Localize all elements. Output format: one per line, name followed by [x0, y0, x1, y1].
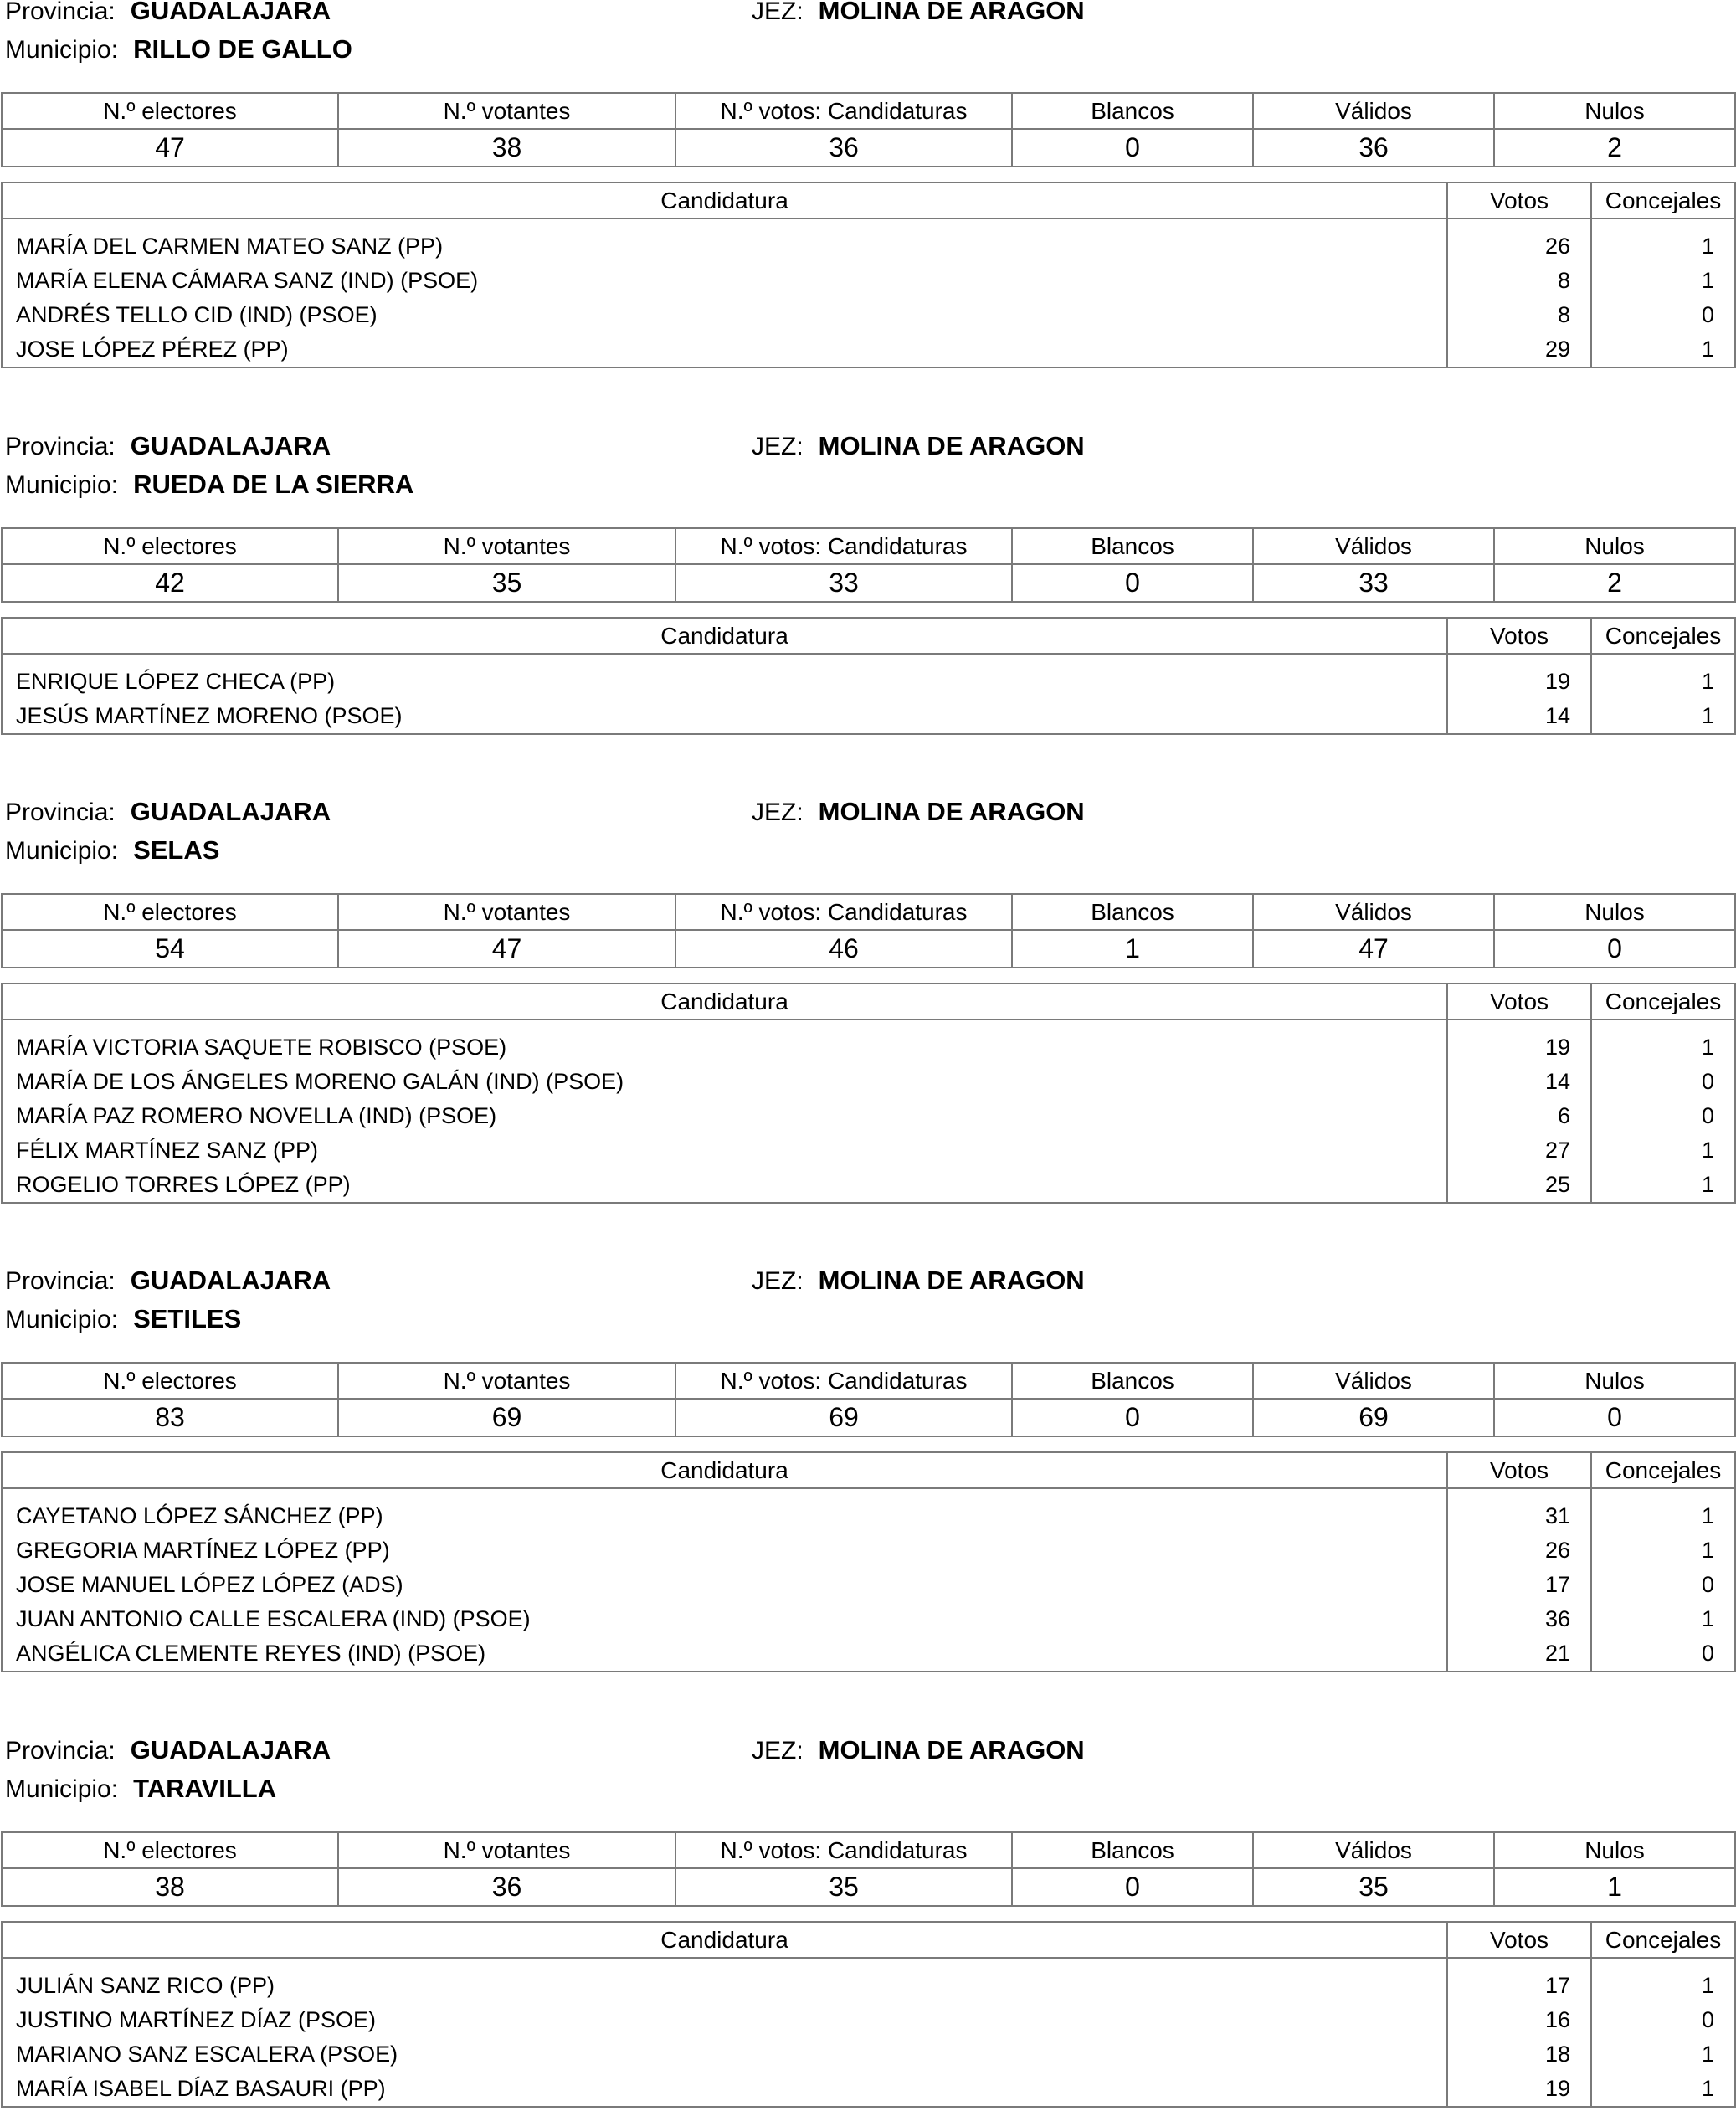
- municipio-line: [5, 1772, 276, 1805]
- candidate-row: [2, 1099, 1735, 1133]
- votos-header: Votos: [1447, 182, 1591, 218]
- candidate-name: JOSE MANUEL LÓPEZ LÓPEZ (ADS): [16, 1572, 403, 1597]
- summary-header-cell: N.º votos: Candidaturas: [675, 1832, 1012, 1868]
- summary-header-cell: Blancos: [1012, 1363, 1253, 1399]
- candidate-row: [2, 2003, 1735, 2037]
- candidates-header-row: [2, 1452, 1735, 1488]
- jez-line: [752, 795, 1085, 829]
- validos-value: 33: [1253, 564, 1494, 602]
- provincia-label: Provincia:: [5, 0, 116, 25]
- jez-value: MOLINA DE ARAGON: [818, 431, 1085, 460]
- candidate-row: [2, 1133, 1735, 1168]
- votos-candidaturas-value: 33: [675, 564, 1012, 602]
- concejales-header: Concejales: [1591, 618, 1735, 654]
- candidate-concejales: 1: [1591, 2072, 1735, 2107]
- summary-values-row: [2, 1868, 1735, 1906]
- provincia-value: GUADALAJARA: [130, 431, 331, 460]
- candidatura-header: Candidatura: [2, 618, 1447, 654]
- votantes-value: 47: [338, 930, 675, 968]
- candidate-row: [2, 1568, 1735, 1602]
- summary-header-cell: Blancos: [1012, 93, 1253, 129]
- candidate-votos: 14: [1447, 1065, 1591, 1099]
- spacer-row: [2, 654, 1735, 665]
- summary-header-row: [2, 1363, 1735, 1399]
- votantes-value: 69: [338, 1399, 675, 1436]
- candidate-votos: 17: [1447, 1969, 1591, 2003]
- summary-header-cell: Válidos: [1253, 93, 1494, 129]
- candidates-header-row: [2, 618, 1735, 654]
- candidates-table: [1, 617, 1736, 735]
- summary-header-cell: Blancos: [1012, 894, 1253, 930]
- summary-header-cell: N.º votos: Candidaturas: [675, 1363, 1012, 1399]
- summary-header-cell: N.º votos: Candidaturas: [675, 894, 1012, 930]
- spacer-row: [2, 218, 1735, 229]
- votantes-value: 36: [338, 1868, 675, 1906]
- spacer-row: [2, 1020, 1735, 1030]
- validos-value: 47: [1253, 930, 1494, 968]
- candidatura-header: Candidatura: [2, 182, 1447, 218]
- jez-line: [752, 1264, 1085, 1297]
- candidates-table: [1, 182, 1736, 368]
- candidates-table: [1, 1921, 1736, 2108]
- votos-header: Votos: [1447, 1452, 1591, 1488]
- candidate-concejales: 1: [1591, 264, 1735, 298]
- jez-label: JEZ:: [752, 1737, 804, 1764]
- candidate-votos: 31: [1447, 1499, 1591, 1533]
- concejales-header: Concejales: [1591, 984, 1735, 1020]
- concejales-header: Concejales: [1591, 1452, 1735, 1488]
- jez-label: JEZ:: [752, 799, 804, 826]
- votos-candidaturas-value: 36: [675, 129, 1012, 167]
- candidate-name: ENRIQUE LÓPEZ CHECA (PP): [16, 669, 336, 694]
- electores-value: 42: [2, 564, 338, 602]
- votos-candidaturas-value: 35: [675, 1868, 1012, 1906]
- candidate-name: JUAN ANTONIO CALLE ESCALERA (IND) (PSOE): [16, 1606, 531, 1631]
- votos-header: Votos: [1447, 1922, 1591, 1958]
- candidate-name: MARÍA DEL CARMEN MATEO SANZ (PP): [16, 234, 444, 259]
- municipio-value: SETILES: [133, 1304, 242, 1333]
- candidate-concejales: 1: [1591, 1030, 1735, 1065]
- candidate-concejales: 1: [1591, 2037, 1735, 2072]
- provincia-label: Provincia:: [5, 1737, 116, 1764]
- municipio-label: Municipio:: [5, 1306, 119, 1333]
- provincia-line: [5, 1733, 331, 1767]
- summary-values-row: [2, 1399, 1735, 1436]
- summary-header-cell: Válidos: [1253, 894, 1494, 930]
- jez-value: MOLINA DE ARAGON: [818, 797, 1085, 826]
- summary-values-row: [2, 930, 1735, 968]
- provincia-line: [5, 0, 331, 28]
- candidate-name: FÉLIX MARTÍNEZ SANZ (PP): [16, 1138, 319, 1163]
- electores-value: 47: [2, 129, 338, 167]
- jez-value: MOLINA DE ARAGON: [818, 1266, 1085, 1295]
- jez-label: JEZ:: [752, 0, 804, 25]
- spacer-row: [2, 1488, 1735, 1499]
- candidate-votos: 26: [1447, 1533, 1591, 1568]
- summary-header-cell: N.º votantes: [338, 1832, 675, 1868]
- summary-header-cell: Nulos: [1494, 1363, 1735, 1399]
- municipio-line: [5, 834, 219, 867]
- summary-header-cell: N.º electores: [2, 1363, 338, 1399]
- candidate-concejales: 0: [1591, 298, 1735, 332]
- validos-value: 35: [1253, 1868, 1494, 1906]
- candidate-votos: 19: [1447, 2072, 1591, 2107]
- summary-header-cell: Nulos: [1494, 894, 1735, 930]
- summary-header-cell: N.º votantes: [338, 1363, 675, 1399]
- summary-table: [1, 527, 1736, 603]
- candidate-row: [2, 2037, 1735, 2072]
- jez-value: MOLINA DE ARAGON: [818, 1735, 1085, 1764]
- candidate-concejales: 1: [1591, 1133, 1735, 1168]
- summary-header-cell: Válidos: [1253, 1832, 1494, 1868]
- candidates-header-row: [2, 984, 1735, 1020]
- candidate-concejales: 1: [1591, 229, 1735, 264]
- blancos-value: 0: [1012, 1399, 1253, 1436]
- municipio-value: RILLO DE GALLO: [133, 34, 352, 64]
- candidate-votos: 6: [1447, 1099, 1591, 1133]
- provincia-label: Provincia:: [5, 433, 116, 460]
- candidates-header-row: [2, 182, 1735, 218]
- municipio-line: [5, 1302, 241, 1336]
- summary-header-cell: N.º electores: [2, 894, 338, 930]
- summary-header-cell: Nulos: [1494, 528, 1735, 564]
- candidate-row: [2, 1969, 1735, 2003]
- candidate-concejales: 1: [1591, 699, 1735, 734]
- candidate-concejales: 1: [1591, 665, 1735, 699]
- candidates-table: [1, 1451, 1736, 1672]
- summary-table: [1, 893, 1736, 968]
- nulos-value: 2: [1494, 129, 1735, 167]
- candidate-votos: 14: [1447, 699, 1591, 734]
- candidate-concejales: 1: [1591, 1533, 1735, 1568]
- nulos-value: 2: [1494, 564, 1735, 602]
- candidate-name: MARIANO SANZ ESCALERA (PSOE): [16, 2042, 398, 2067]
- provincia-value: GUADALAJARA: [130, 1266, 331, 1295]
- jez-label: JEZ:: [752, 433, 804, 460]
- candidate-row: [2, 229, 1735, 264]
- summary-header-cell: N.º electores: [2, 528, 338, 564]
- summary-header-row: [2, 528, 1735, 564]
- candidate-name: ANGÉLICA CLEMENTE REYES (IND) (PSOE): [16, 1641, 486, 1666]
- electores-value: 83: [2, 1399, 338, 1436]
- candidate-name: ROGELIO TORRES LÓPEZ (PP): [16, 1172, 351, 1197]
- summary-values-row: [2, 129, 1735, 167]
- candidate-votos: 36: [1447, 1602, 1591, 1636]
- candidate-row: [2, 1533, 1735, 1568]
- provincia-label: Provincia:: [5, 799, 116, 826]
- electores-value: 54: [2, 930, 338, 968]
- concejales-header: Concejales: [1591, 1922, 1735, 1958]
- candidate-row: [2, 665, 1735, 699]
- candidates-header-row: [2, 1922, 1735, 1958]
- candidate-concejales: 1: [1591, 1602, 1735, 1636]
- votos-header: Votos: [1447, 618, 1591, 654]
- summary-header-cell: N.º votos: Candidaturas: [675, 93, 1012, 129]
- candidate-votos: 27: [1447, 1133, 1591, 1168]
- municipio-value: SELAS: [133, 835, 220, 865]
- electores-value: 38: [2, 1868, 338, 1906]
- votantes-value: 35: [338, 564, 675, 602]
- summary-header-cell: Válidos: [1253, 528, 1494, 564]
- nulos-value: 0: [1494, 930, 1735, 968]
- jez-value: MOLINA DE ARAGON: [818, 0, 1085, 25]
- summary-values-row: [2, 564, 1735, 602]
- summary-header-cell: Blancos: [1012, 1832, 1253, 1868]
- candidate-name: MARÍA VICTORIA SAQUETE ROBISCO (PSOE): [16, 1035, 507, 1060]
- nulos-value: 1: [1494, 1868, 1735, 1906]
- candidate-votos: 16: [1447, 2003, 1591, 2037]
- provincia-line: [5, 429, 331, 463]
- municipio-line: [5, 468, 413, 501]
- municipio-label: Municipio:: [5, 471, 119, 499]
- candidate-name: ANDRÉS TELLO CID (IND) (PSOE): [16, 302, 378, 327]
- candidate-row: [2, 699, 1735, 734]
- candidates-table: [1, 983, 1736, 1204]
- candidate-votos: 26: [1447, 229, 1591, 264]
- candidate-row: [2, 1602, 1735, 1636]
- summary-header-cell: Blancos: [1012, 528, 1253, 564]
- blancos-value: 0: [1012, 564, 1253, 602]
- candidate-name: MARÍA DE LOS ÁNGELES MORENO GALÁN (IND) (PSOE): [16, 1069, 624, 1094]
- candidate-name: CAYETANO LÓPEZ SÁNCHEZ (PP): [16, 1503, 383, 1528]
- summary-table: [1, 92, 1736, 167]
- candidate-concejales: 0: [1591, 1065, 1735, 1099]
- votos-header: Votos: [1447, 984, 1591, 1020]
- municipio-label: Municipio:: [5, 1775, 119, 1803]
- summary-header-cell: N.º electores: [2, 1832, 338, 1868]
- candidate-row: [2, 1030, 1735, 1065]
- municipio-label: Municipio:: [5, 36, 119, 64]
- summary-header-cell: N.º votantes: [338, 93, 675, 129]
- candidate-votos: 21: [1447, 1636, 1591, 1672]
- candidate-name: MARÍA PAZ ROMERO NOVELLA (IND) (PSOE): [16, 1103, 497, 1128]
- municipio-value: RUEDA DE LA SIERRA: [133, 470, 414, 499]
- summary-header-cell: Válidos: [1253, 1363, 1494, 1399]
- provincia-line: [5, 1264, 331, 1297]
- summary-header-cell: N.º votantes: [338, 894, 675, 930]
- validos-value: 69: [1253, 1399, 1494, 1436]
- spacer-row: [2, 1958, 1735, 1969]
- candidate-votos: 17: [1447, 1568, 1591, 1602]
- provincia-line: [5, 795, 331, 829]
- candidate-votos: 19: [1447, 1030, 1591, 1065]
- candidate-row: [2, 1168, 1735, 1203]
- candidate-votos: 29: [1447, 332, 1591, 367]
- candidate-votos: 8: [1447, 264, 1591, 298]
- summary-header-cell: N.º votos: Candidaturas: [675, 528, 1012, 564]
- candidate-concejales: 0: [1591, 1099, 1735, 1133]
- candidate-row: [2, 2072, 1735, 2107]
- candidate-row: [2, 332, 1735, 367]
- jez-line: [752, 0, 1085, 28]
- candidate-name: MARÍA ELENA CÁMARA SANZ (IND) (PSOE): [16, 268, 479, 293]
- jez-line: [752, 429, 1085, 463]
- candidate-concejales: 0: [1591, 1568, 1735, 1602]
- summary-header-cell: N.º electores: [2, 93, 338, 129]
- candidate-name: JULIÁN SANZ RICO (PP): [16, 1973, 275, 1998]
- candidate-row: [2, 298, 1735, 332]
- candidate-name: MARÍA ISABEL DÍAZ BASAURI (PP): [16, 2076, 386, 2101]
- candidate-concejales: 1: [1591, 1969, 1735, 2003]
- concejales-header: Concejales: [1591, 182, 1735, 218]
- summary-table: [1, 1831, 1736, 1907]
- candidate-name: JUSTINO MARTÍNEZ DÍAZ (PSOE): [16, 2007, 377, 2032]
- candidate-row: [2, 1636, 1735, 1672]
- candidate-name: JESÚS MARTÍNEZ MORENO (PSOE): [16, 703, 403, 728]
- votantes-value: 38: [338, 129, 675, 167]
- candidate-concejales: 0: [1591, 1636, 1735, 1672]
- candidate-votos: 18: [1447, 2037, 1591, 2072]
- provincia-label: Provincia:: [5, 1267, 116, 1295]
- votos-candidaturas-value: 69: [675, 1399, 1012, 1436]
- candidatura-header: Candidatura: [2, 984, 1447, 1020]
- candidate-votos: 19: [1447, 665, 1591, 699]
- candidate-name: JOSE LÓPEZ PÉREZ (PP): [16, 336, 289, 362]
- candidate-row: [2, 264, 1735, 298]
- summary-header-row: [2, 93, 1735, 129]
- candidatura-header: Candidatura: [2, 1452, 1447, 1488]
- municipio-value: TARAVILLA: [133, 1774, 277, 1803]
- candidate-votos: 25: [1447, 1168, 1591, 1203]
- provincia-value: GUADALAJARA: [130, 797, 331, 826]
- candidate-concejales: 1: [1591, 1499, 1735, 1533]
- nulos-value: 0: [1494, 1399, 1735, 1436]
- summary-header-cell: Nulos: [1494, 1832, 1735, 1868]
- candidatura-header: Candidatura: [2, 1922, 1447, 1958]
- summary-header-cell: Nulos: [1494, 93, 1735, 129]
- candidate-votos: 8: [1447, 298, 1591, 332]
- summary-header-cell: N.º votantes: [338, 528, 675, 564]
- provincia-value: GUADALAJARA: [130, 0, 331, 25]
- candidate-row: [2, 1065, 1735, 1099]
- jez-line: [752, 1733, 1085, 1767]
- validos-value: 36: [1253, 129, 1494, 167]
- blancos-value: 1: [1012, 930, 1253, 968]
- candidate-concejales: 0: [1591, 2003, 1735, 2037]
- provincia-value: GUADALAJARA: [130, 1735, 331, 1764]
- blancos-value: 0: [1012, 1868, 1253, 1906]
- summary-table: [1, 1362, 1736, 1437]
- candidate-concejales: 1: [1591, 332, 1735, 367]
- blancos-value: 0: [1012, 129, 1253, 167]
- votos-candidaturas-value: 46: [675, 930, 1012, 968]
- municipio-label: Municipio:: [5, 837, 119, 865]
- candidate-row: [2, 1499, 1735, 1533]
- municipio-line: [5, 33, 352, 66]
- candidate-concejales: 1: [1591, 1168, 1735, 1203]
- jez-label: JEZ:: [752, 1267, 804, 1295]
- candidate-name: GREGORIA MARTÍNEZ LÓPEZ (PP): [16, 1538, 390, 1563]
- summary-header-row: [2, 1832, 1735, 1868]
- summary-header-row: [2, 894, 1735, 930]
